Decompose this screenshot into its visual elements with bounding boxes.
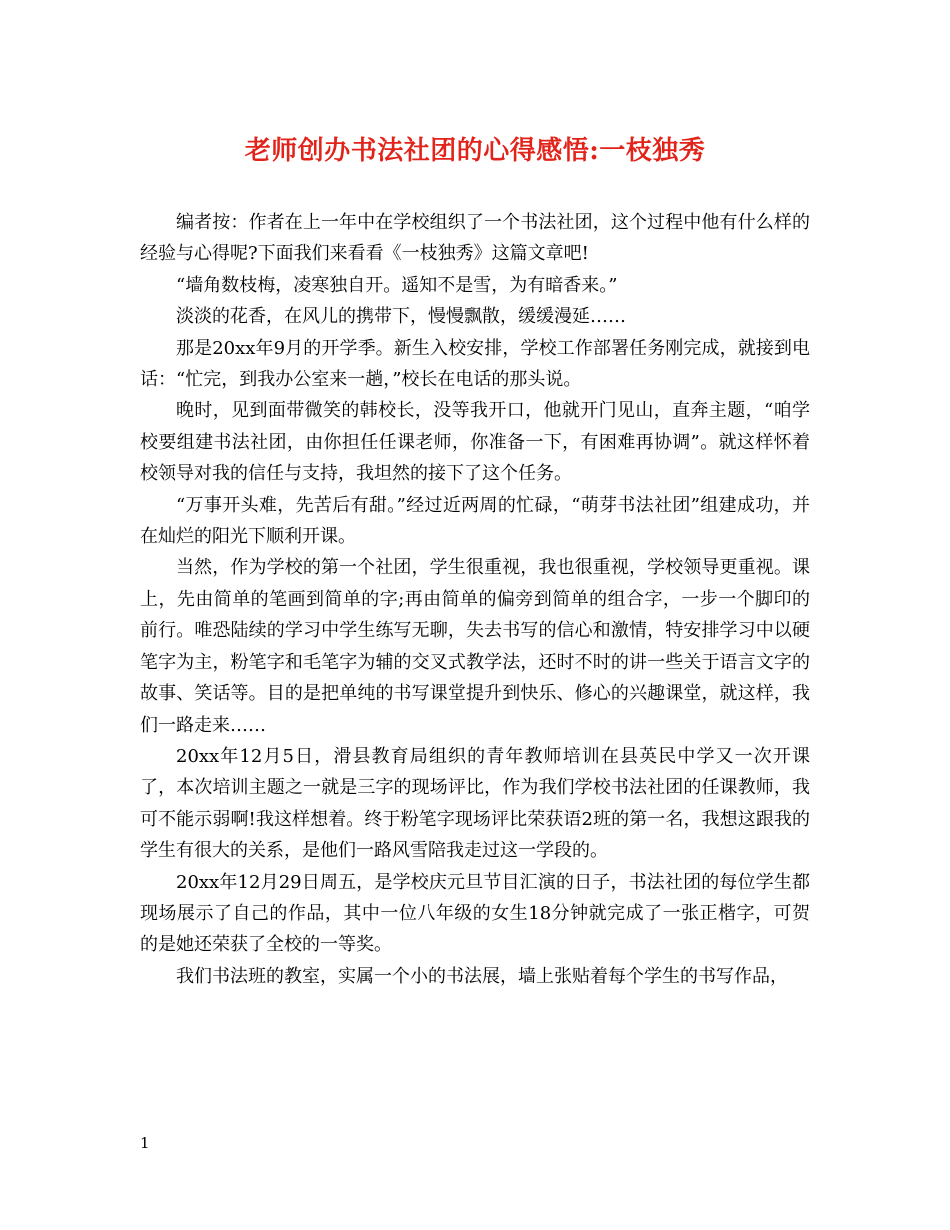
page-number: 1 xyxy=(140,1134,150,1152)
document-title: 老师创办书法社团的心得感悟:一枝独秀 xyxy=(244,136,706,166)
document-body xyxy=(140,207,810,992)
paragraph-principal-meeting: 晚时，见到面带微笑的韩校长，没等我开口，他就开门见山，直奔主题，“咱学校要组建书法社团，由你担任任课老师，你准备一下，有困难再协调”。就这样怀着校领导对我的信任与支持，我坦然的接下了这个任务。 xyxy=(140,400,810,485)
paragraph-poem: “墙角数枝梅，凌寒独自开。遥知不是雪，为有暗香来。” xyxy=(176,274,618,296)
paragraph-classroom-exhibit: 我们书法班的教室，实属一个小的书法展，墙上张贴着每个学生的书写作品， xyxy=(176,965,788,987)
paragraph-editor-note: 编者按：作者在上一年中在学校组织了一个书法社团，这个过程中他有什么样的经验与心得呢?下面我们来看看《一枝独秀》这篇文章吧! xyxy=(140,212,810,265)
paragraph-teacher-training: 20xx年12月5日，滑县教育局组织的青年教师培训在县英民中学又一次开课了，本次培训主题之一就是三字的现场评比，作为我们学校书法社团的任课教师，我可不能示弱啊!我这样想着。终于粉笔字现场评比荣获语2班的第一名，我想这跟我的学生有很大的关系，是他们一路风雪陪我走过这一学段的。 xyxy=(140,745,810,862)
paragraph-club-founded: “万事开头难，先苦后有甜。”经过近两周的忙碌，“萌芽书法社团”组建成功，并在灿烂的阳光下顺利开课。 xyxy=(140,494,810,548)
paragraph-teaching-method: 当然，作为学校的第一个社团，学生很重视，我也很重视，学校领导更重视。课上，先由简单的笔画到简单的字;再由简单的偏旁到简单的组合字，一步一个脚印的前行。唯恐陆续的学习中学生练写无聊，失去书写的信心和激情，特安排学习中以硬笔字为主，粉笔字和毛笔字为辅的交叉式教学法，还时不时的讲一些关于语言文字的故事、笑话等。目的是把单纯的书写课堂提升到快乐、修心的兴趣课堂，就这样，我们一路走来…… xyxy=(140,557,810,736)
paragraph-new-year-show: 20xx年12月29日周五，是学校庆元旦节目汇演的日子，书法社团的每位学生都现场展示了自己的作品，其中一位八年级的女生18分钟就完成了一张正楷字，可贺的是她还荣获了全校的一等奖。 xyxy=(140,871,810,956)
paragraph-semester-start: 那是20xx年9月的开学季。新生入校安排，学校工作部署任务刚完成，就接到电话：“忙完，到我办公室来一趟，”校长在电话的那头说。 xyxy=(140,337,810,391)
paragraph-fragrance: 淡淡的花香，在风儿的携带下，慢慢飘散，缓缓漫延…… xyxy=(176,306,626,328)
